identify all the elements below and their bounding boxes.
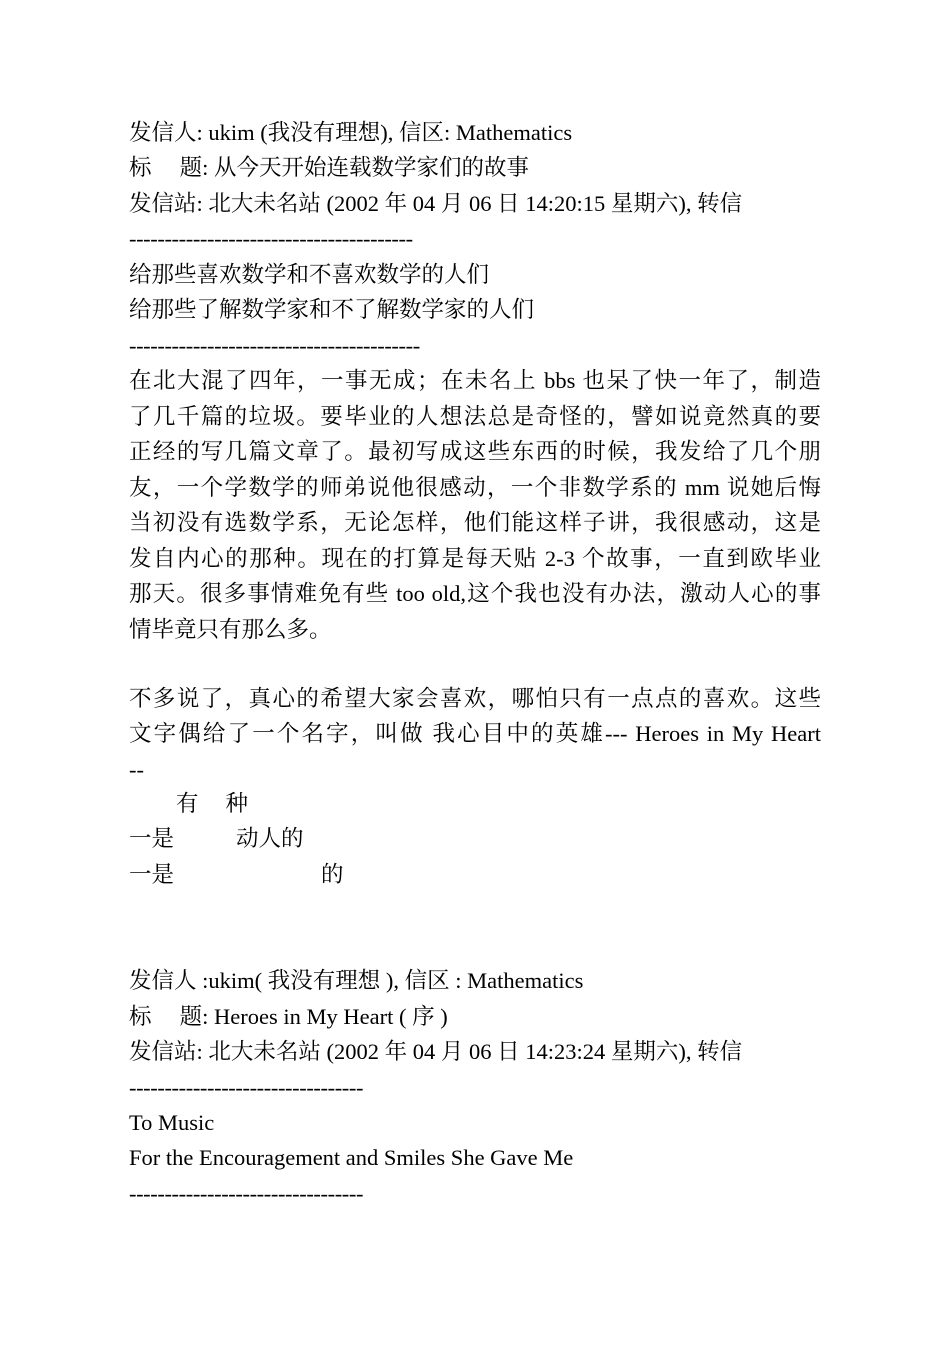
post1-paragraph1-line: 那天。很多事情难免有些 too old,这个我也没有办法，激动人心的事	[129, 581, 821, 606]
fragment-text: 动人的	[236, 826, 304, 851]
post2-subject-line: 标 题: Heroes in My Heart ( 序 )	[129, 1004, 448, 1029]
fragment-text: 的	[321, 862, 344, 887]
post1-subject-line: 标 题: 从今天开始连载数学家们的故事	[129, 155, 530, 180]
post2-from-line: 发信人 :ukim( 我没有理想 ), 信区 : Mathematics	[129, 968, 584, 993]
fragment-line-3	[129, 860, 344, 890]
post1-paragraph1-line: 正经的写几篇文章了。最初写成这些东西的时候，我发给了几个朋	[129, 439, 821, 464]
post1-dedication-1: 给那些喜欢数学和不喜欢数学的人们	[129, 262, 490, 287]
post1-separator-bottom: -----------------------------------------	[129, 333, 420, 358]
post1-paragraph1-line: 当初没有选数学系，无论怎样，他们能这样子讲，我很感动，这是	[129, 510, 821, 535]
fragment-line-1	[176, 789, 248, 819]
post1-paragraph1-line: 发自内心的那种。现在的打算是每天贴 2-3 个故事，一直到欧毕业	[129, 546, 821, 571]
fragment-text: 有	[176, 791, 199, 816]
post1-dedication-2: 给那些了解数学家和不了解数学家的人们	[129, 297, 535, 322]
post1-paragraph2-line: --	[129, 757, 144, 782]
post1-paragraph1-line: 友，一个学数学的师弟说他很感动，一个非数学系的 mm 说她后悔	[129, 475, 821, 500]
post2-station-line: 发信站: 北大未名站 (2002 年 04 月 06 日 14:23:24 星期六), 转信	[129, 1039, 743, 1064]
fragment-text: 一是	[129, 862, 175, 887]
fragment-line-2	[129, 824, 304, 854]
post2-separator-bottom: ---------------------------------	[129, 1181, 364, 1206]
fragment-text: 一是	[129, 826, 175, 851]
fragment-text: 种	[225, 791, 249, 816]
post2-line-encouragement: For the Encouragement and Smiles She Gave Me	[129, 1145, 574, 1170]
post2-separator-top: ---------------------------------	[129, 1075, 364, 1100]
post1-from-line: 发信人: ukim (我没有理想), 信区: Mathematics	[129, 120, 573, 145]
post2-line-to-music: To Music	[129, 1110, 215, 1135]
post1-paragraph2-line: 文字偶给了一个名字，叫做 我心目中的英雄--- Heroes in My Heart	[129, 721, 821, 746]
post1-paragraph2-line: 不多说了，真心的希望大家会喜欢，哪怕只有一点点的喜欢。这些	[129, 686, 821, 711]
post1-paragraph1-line: 情毕竟只有那么多。	[129, 617, 332, 642]
post1-paragraph1-line: 在北大混了四年，一事无成；在未名上 bbs 也呆了快一年了，制造	[129, 368, 821, 393]
post1-station-line: 发信站: 北大未名站 (2002 年 04 月 06 日 14:20:15 星期六), 转信	[129, 191, 743, 216]
post1-separator-top: ----------------------------------------	[129, 226, 413, 251]
post1-paragraph1-line: 了几千篇的垃圾。要毕业的人想法总是奇怪的，譬如说竟然真的要	[129, 404, 821, 429]
